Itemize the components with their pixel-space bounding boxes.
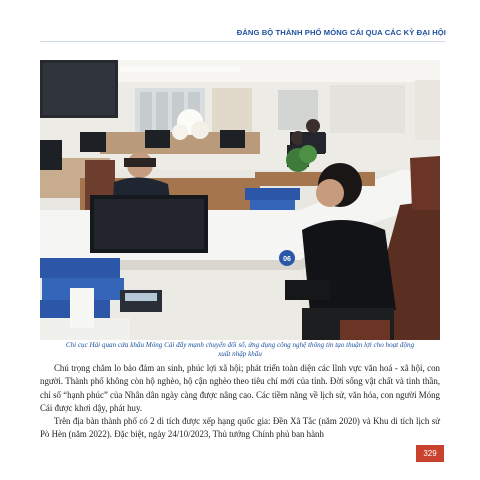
page-number: 329 — [416, 445, 444, 462]
running-header: ĐẢNG BỘ THÀNH PHỐ MÓNG CÁI QUA CÁC KỲ ĐẠI HỘI — [236, 28, 446, 37]
header-divider — [40, 41, 445, 42]
photo-caption — [40, 341, 440, 359]
caption-line-1: Chi cục Hải quan cửa khẩu Móng Cái đẩy mạnh chuyển đổi số, ứng dụng công nghệ thông tin tạo thuận lợi cho hoạt động — [65, 341, 415, 349]
paragraph: Trên địa bàn thành phố có 2 di tích được xếp hạng quốc gia: Đền Xã Tắc (năm 2020) và Khu di tích lịch sử Pò Hèn (năm 2022). Đặc biệt, ngày 24/10/2023, Thủ tướng Chính phủ ban hành — [40, 416, 440, 440]
photo-illustration — [40, 60, 440, 340]
caption-line-2: xuất nhập khẩu — [218, 350, 262, 358]
paragraph: Chú trọng chăm lo bảo đảm an sinh, phúc lợi xã hội; phát triển toàn diện các lĩnh vực văn hoá - xã hội, con người. Thành phố không còn hộ nghèo, hộ cận nghèo theo tiêu chí mới của tỉnh. Đời sống vật chất và tinh thần, chỉ số “hạnh phúc” của Nhân dân ngày càng được nâng cao. Các tiềm năng về lịch sử, văn hóa, con người Móng Cái được khơi dậy, phát huy. — [40, 363, 440, 413]
body-text — [40, 362, 440, 442]
customs-office-photo — [40, 60, 440, 340]
counter-number-badge: 06 — [283, 256, 291, 263]
